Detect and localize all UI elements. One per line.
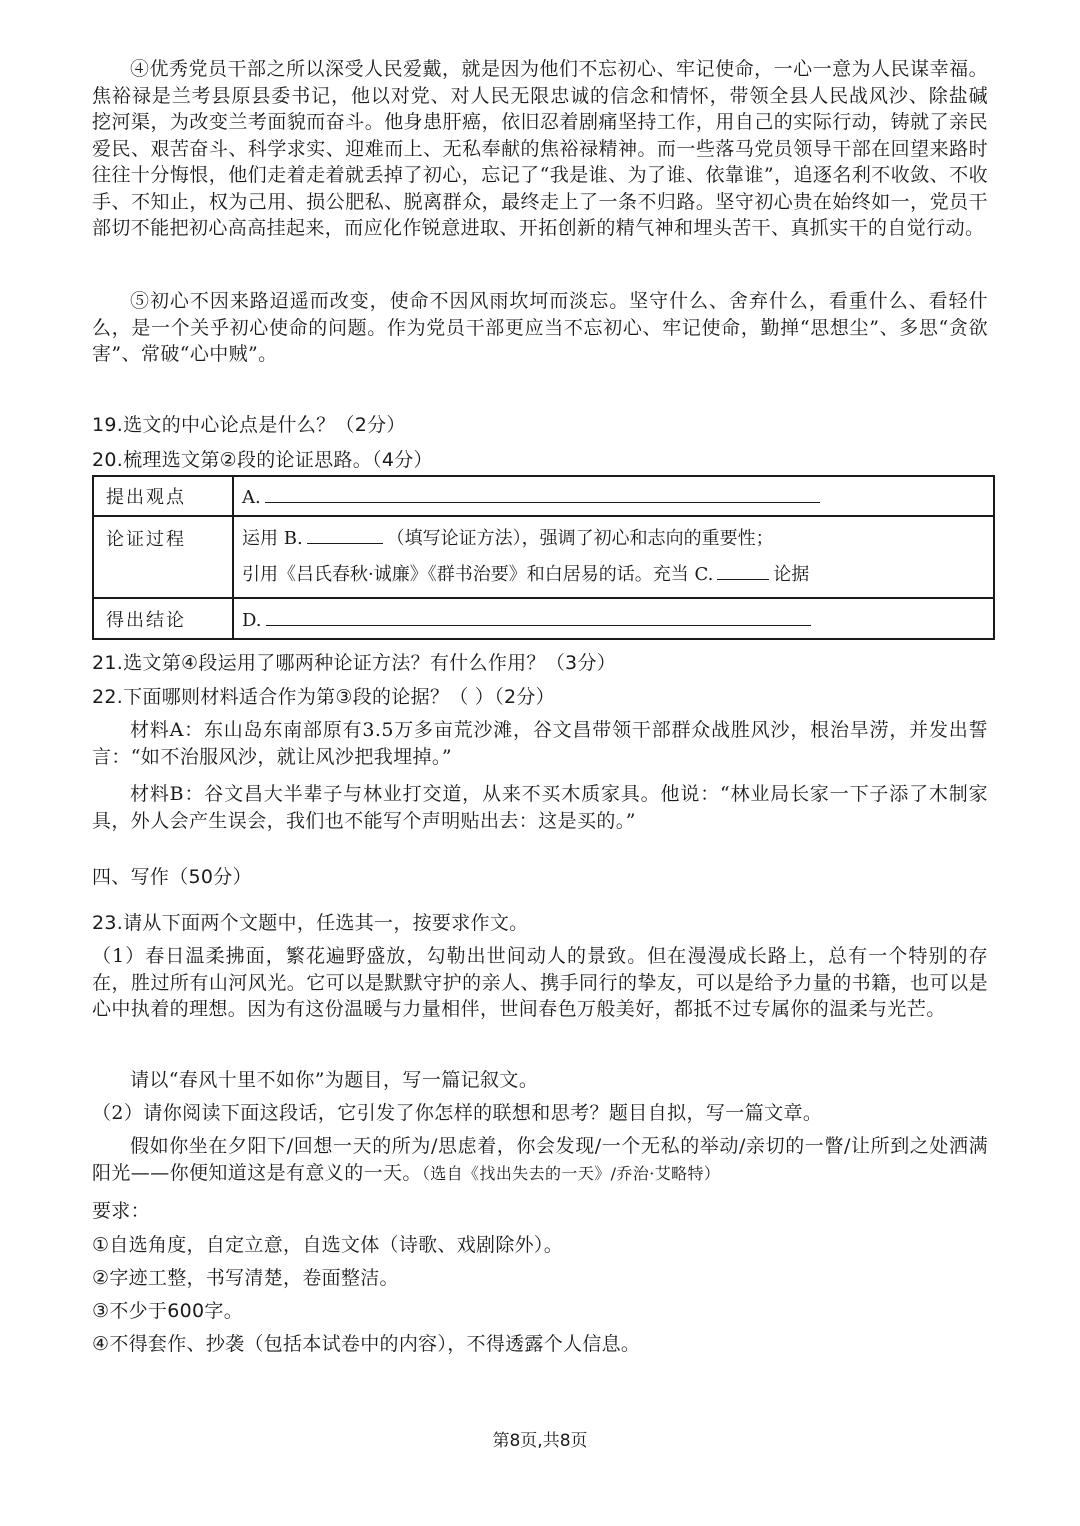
passage-paragraph-4: ④优秀党员干部之所以深受人民爱戴，就是因为他们不忘初心、牢记使命，一心一意为人民谋幸福。焦裕禄是兰考县原县委书记，他以对党、对人民无限忠诚的信念和情怀，带领全县人民战风沙、除盐碱 挖河渠，为改变兰考面貌而奋斗。他身患肝癌，依旧忍着剧痛坚持工作，用自己的实际行动，铸就了亲民爱民、艰苦奋斗、科学求实、迎难而上、无私奉献的焦裕禄精神。而一些落马党员领导干部在回望来路时往往十分悔恨，他们走着走着就丢掉了初心，忘记了“我是谁、为了谁、依靠谁”，追逐名利不收敛、不收手、不知止，权为己用、损公肥私、脱离群众，最终走上了一条不归路。坚守初心贵在始终如一，党员干部切不能把初心高高挂起来，而应化作锐意进取、开拓创新的精气神和埋头苦干、真抓实干的自觉行动。 xyxy=(92,58,988,239)
prompt-option-1: （1）春日温柔拂面，繁花遍野盛放，勾勒出世间动人的景致。但在漫漫成长路上，总有一个特别的存在，胜过所有山河风光。它可以是默默守护的亲人、携手同行的挚友，可以是给予力量的书籍，也可以是心中执着的理想。因为有这份温暖与力量相伴，世间春色万般美好，都抵不过专属你的温柔与光芒。 xyxy=(92,945,988,1020)
requirement-2: ②字迹工整，书写清楚，卷面整洁。 xyxy=(92,1267,399,1289)
section-writing-title: 四、写作（50分） xyxy=(92,866,252,888)
answer-cell-bc[interactable] xyxy=(233,516,994,598)
row2-line2-text: 论据 xyxy=(773,564,810,585)
page-number: 第8页,共8页 xyxy=(492,1431,588,1451)
label-c: 引用《吕氏春秋·诚廉》《群书治要》和白居易的话。充当 C. xyxy=(242,564,714,585)
question-22: 22.下面哪则材料适合作为第③段的论据？（ ）（2分） xyxy=(92,686,555,708)
label-b: 运用 B. xyxy=(242,528,303,549)
requirement-3: ③不少于600字。 xyxy=(92,1300,243,1322)
requirement-1: ①自选角度，自定立意，自选文体（诗歌、戏剧除外）。 xyxy=(92,1234,564,1256)
answer-blank-a[interactable] xyxy=(265,484,820,503)
material-b: 材料B：谷文昌大半辈子与林业打交道，从来不买木质家具。他说：“林业局长家一下子添了木制家具，外人会产生误会，我们也不能写个声明贴出去：这是买的。” xyxy=(92,783,988,832)
answer-blank-c[interactable] xyxy=(717,561,769,580)
label-a: A. xyxy=(242,487,261,508)
row2-line1-text: （填写论证方法），强调了初心和志向的重要性； xyxy=(386,528,774,549)
quote-text: 假如你坐在夕阳下/回想一天的所为/思虑着，你会发现/一个无私的举动/亲切的一瞥/让所到之处洒满阳光——你便知道这是有意义的一天。 xyxy=(92,1135,988,1184)
question-23: 23.请从下面两个文题中，任选其一，按要求作文。 xyxy=(92,912,529,934)
label-d: D. xyxy=(242,609,262,631)
requirements-title: 要求： xyxy=(92,1200,150,1222)
row-head-conclude: 得出结论 xyxy=(93,598,233,639)
material-a: 材料A：东山岛东南部原有3.5万多亩荒沙滩，谷文昌带领干部群众战胜风沙，根治旱涝，并发出誓言：“如不治服风沙，就让风沙把我埋掉。” xyxy=(92,719,988,768)
argument-structure-table xyxy=(92,475,995,640)
quote-source: （选自《找出失去的一天》/乔治·艾略特） xyxy=(421,1163,721,1183)
answer-blank-b[interactable] xyxy=(307,525,383,544)
answer-cell-a[interactable] xyxy=(233,476,994,516)
question-19: 19.选文的中心论点是什么？（2分） xyxy=(92,414,406,436)
passage-paragraph-5: ⑤初心不因来路迢遥而改变，使命不因风雨坎坷而淡忘。坚守什么、舍弃什么，看重什么、看轻什么，是一个关乎初心使命的问题。作为党员干部更应当不忘初心、牢记使命，勤掸“思想尘”、多思“贪欲害”、常破“心中贼”。 xyxy=(92,290,988,365)
row-head-process: 论证过程 xyxy=(93,516,233,598)
table-row xyxy=(93,476,994,516)
answer-blank-d[interactable] xyxy=(266,607,811,626)
prompt-option-2-quote xyxy=(92,1133,988,1187)
table-row xyxy=(93,516,994,598)
table-row xyxy=(93,598,994,639)
row-head-propose: 提出观点 xyxy=(93,476,233,516)
answer-cell-d[interactable] xyxy=(233,598,994,639)
question-20: 20.梳理选文第②段的论证思路。（4分） xyxy=(92,449,433,471)
prompt-option-2: （2）请你阅读下面这段话，它引发了你怎样的联想和思考？题目自拟，写一篇文章。 xyxy=(92,1102,823,1124)
requirement-4: ④不得套作、抄袭（包括本试卷中的内容），不得透露个人信息。 xyxy=(92,1333,641,1355)
question-21: 21.选文第④段运用了哪两种论证方法？有什么作用？（3分） xyxy=(92,652,617,674)
prompt-option-1-task: 请以“春风十里不如你”为题目，写一篇记叙文。 xyxy=(130,1069,539,1091)
